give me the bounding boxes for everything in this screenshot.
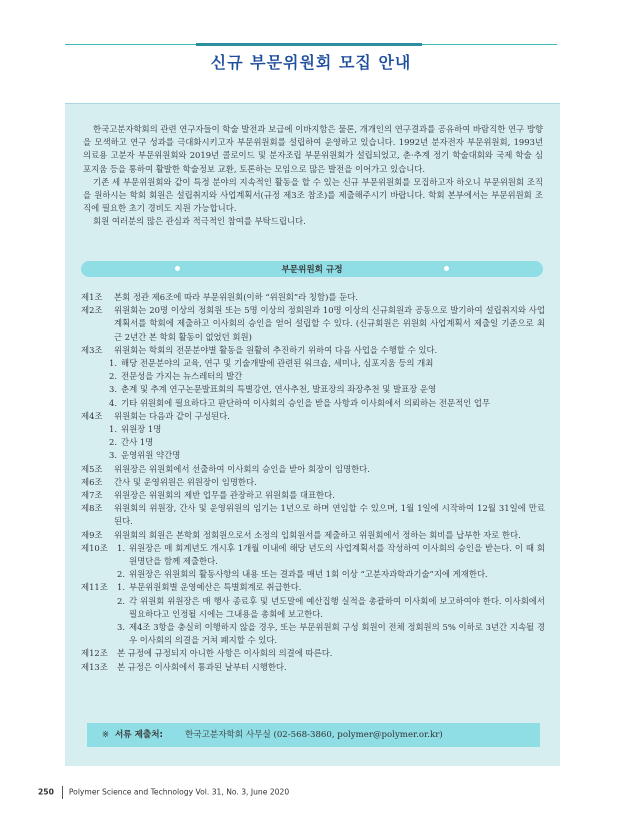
- contact-label: 서류 제출처:: [115, 730, 163, 740]
- intro-paragraph-1: 한국고분자학회의 관련 연구자들이 학술 발전과 보급에 이바지함은 물론, 개개인의 연구결과를 공유하여 바람직한 연구 방향을 모색하고 연구 성과를 극대화시키고자 부문위원회를 설립하여 운영하고 있습니다. 1992년 분자전자 부문위원회, 1993년 의료용 고분자 부문위원회와 2019년 콜로이드 및 분자조립 부문위원회가 설립되었고, 춘·추계 정기 학술대회와 국제 학술 심포지움 등을 통하여 활발한 학술정보 교환, 토론하는 모임으로 많은 발전을 이어가고 있습니다.: [83, 124, 543, 174]
- article-12: 제12조 본 규정에 규정되지 아니한 사항은 이사회의 의결에 따른다.: [81, 648, 333, 659]
- article-4-items: [109, 423, 545, 463]
- article-8: 제8조 위원회의 위원장, 간사 및 운영위원의 임기는 1년으로 하며 연임할 수 있으며, 1월 1일에 시작하여 12월 31일에 만료된다.: [81, 503, 545, 527]
- submission-contact-box: [87, 723, 540, 747]
- intro-text: [83, 123, 543, 229]
- page-number: 250: [38, 787, 54, 797]
- footer-divider: [62, 786, 63, 799]
- article-2: 제2조 위원회는 20명 이상의 정회원 또는 5명 이상의 정회원과 10명 이상의 신규회원과 공동으로 발기하여 설립취지와 사업계획서를 학회에 제출하고 이사회의 승인을 얻어 설립할 수 있다. (신규회원은 위원회 사업계획서 제출일 기준으로 최근 2년간 본 학회 활동이 없었던 회원): [81, 305, 545, 342]
- list-item: 4. 기타 위원회에 필요하다고 판단하여 이사회의 승인을 받을 사항과 이사회에서 의뢰하는 전문적인 업무: [109, 397, 491, 408]
- intro-paragraph-3: 회원 여러분의 많은 관심과 적극적인 참여를 부탁드립니다.: [93, 216, 306, 227]
- regulation-banner: [81, 261, 543, 277]
- intro-paragraph-2: 기존 세 부문위원회와 같이 특정 분야의 지속적인 활동을 할 수 있는 신규 부문위원회를 모집하고자 하오니 부문위원회 조직을 원하시는 학회 회원은 설립취지와 사업계획서(규정 제3조 참조)를 제출해주시기 바랍니다. 학회 본부에서는 부문위원회 조직에 필요한 초기 경비도 지원 가능합니다.: [83, 176, 543, 214]
- title-accent-bar: [196, 43, 422, 46]
- content-panel: [65, 103, 560, 766]
- list-item: 3. 제4조 3항을 충실히 이행하지 않을 경우, 또는 부문위원회 구성 회원이 전체 정회원의 5% 이하로 3년간 지속될 경우 이사회의 의결을 거쳐 폐지할 수 있다.: [117, 622, 545, 646]
- list-item: 1. 부문위원회별 운영예산은 특별회계로 취급한다.: [117, 582, 302, 593]
- list-item: 2. 전문성을 가지는 뉴스레터의 발간: [109, 371, 243, 382]
- list-item: 2. 간사 1명: [109, 437, 154, 448]
- article-1: 제1조 본회 정관 제6조에 따라 부문위원회(이하 “위원회”라 칭함)를 둔다.: [81, 292, 358, 302]
- banner-dot-icon: [444, 266, 449, 271]
- regulation-articles: [81, 291, 545, 674]
- list-item: 1. 해당 전문분야의 교육, 연구 및 기술개발에 관련된 워크숍, 세미나, 심포지움 등의 개최: [109, 358, 434, 369]
- article-3: 제3조 위원회는 학회의 전문분야별 활동을 원활히 추진하기 위하여 다음 사업을 수행할 수 있다.: [81, 344, 438, 355]
- list-item: 3. 운영위원 약간명: [109, 450, 181, 461]
- list-item: 2. 위원장은 위원회의 활동사항의 내용 또는 결과를 매년 1회 이상 “고분자과학과기술”지에 게재한다.: [117, 569, 488, 580]
- article-6: 제6조 간사 및 운영위원은 위원장이 임명한다.: [81, 476, 257, 487]
- article-9: 제9조 위원회의 회원은 본학회 정회원으로서 소정의 입회원서를 제출하고 위원회에서 정하는 회비를 납부한 자로 한다.: [81, 529, 521, 540]
- journal-citation: Polymer Science and Technology Vol. 31, No. 3, June 2020: [68, 787, 290, 797]
- article-5: 제5조 위원장은 위원회에서 선출하여 이사회의 승인을 받아 회장이 임명한다.: [81, 463, 370, 474]
- list-item: 1. 위원장은 매 회계년도 개시후 1개월 이내에 해당 년도의 사업계획서를 작성하여 이사회의 승인을 받는다. 이 때 회원명단을 함께 제출한다.: [117, 542, 545, 567]
- list-item: 3. 춘계 및 추계 연구논문발표회의 특별강연, 연사추천, 발표장의 좌장추천 및 발표장 운영: [109, 384, 437, 395]
- article-7: 제7조 위원장은 위원회의 제반 업무를 관장하고 위원회를 대표한다.: [81, 490, 335, 501]
- article-4: 제4조 위원회는 다음과 같이 구성된다.: [81, 410, 230, 421]
- article-13: 제13조 본 규정은 이사회에서 통과된 날부터 시행한다.: [81, 661, 287, 672]
- reference-mark-icon: ※: [102, 730, 110, 740]
- list-item: 1. 위원장 1명: [109, 424, 162, 435]
- article-3-items: [109, 357, 545, 410]
- page-title: 신규 부문위원회 모집 안내: [210, 53, 412, 72]
- article-10: 제10조 1. 위원장은 매 회계년도 개시후 1개월 이내에 해당 년도의 사업계획서를 작성하여 이사회의 승인을 받는다. 이 때 회원명단을 함께 제출한다. 2. 위원장은 위원회의 활동사항의 내용 또는 결과를 매년 1회 이상 “고분자과학과기술”지에 게재한다.: [81, 542, 545, 582]
- page-footer: [38, 786, 289, 799]
- list-item: 2. 각 위원회 위원장은 매 행사 종료후 및 년도말에 예산집행 실적을 총괄하여 이사회에 보고하여야 한다. 이사회에서 필요하다고 인정될 시에는 그내용을 총회에 보고한다.: [117, 595, 545, 619]
- contact-value: 한국고분자학회 사무실 (02-568-3860, polymer@polymer.or.kr): [185, 730, 443, 740]
- article-11: 제11조 1. 부문위원회별 운영예산은 특별회계로 취급한다. 2. 각 위원회 위원장은 매 행사 종료후 및 년도말에 예산집행 실적을 총괄하여 이사회에 보고하여야 한다. 이사회에서 필요하다고 인정될 시에는 그내용을 총회에 보고한다. 3. 제4조 3항을 충실히 이행하지 않을 경우, 또는 부문위원회 구성 회원이 전체 정회원의 5% 이하로 3년간 지속될 경우 이사회의 의결을 거쳐 폐지할 수 있다.: [81, 581, 545, 647]
- banner-label: 부문위원회 규정: [281, 265, 343, 275]
